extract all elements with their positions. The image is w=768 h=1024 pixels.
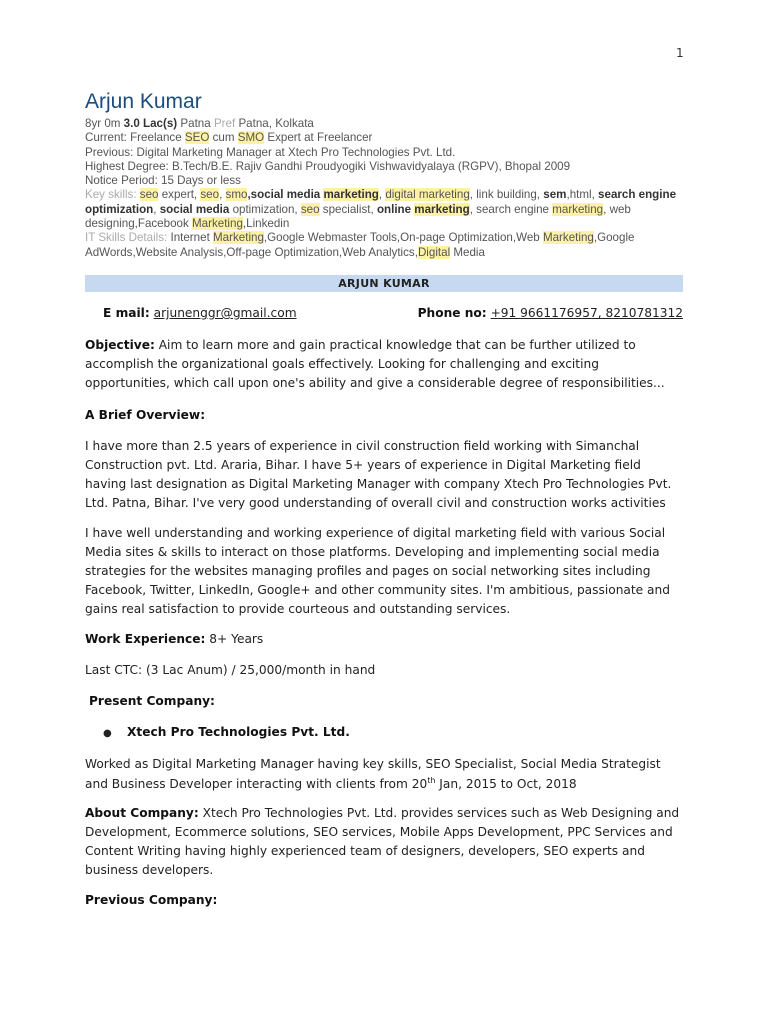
skill-text: specialist, — [319, 202, 377, 216]
work-experience-value: 8+ Years — [205, 631, 264, 646]
last-ctc: Last CTC: (3 Lac Anum) / 25,000/month in hand — [85, 662, 376, 677]
skill: marketing — [414, 202, 470, 216]
skill: search engine optimization — [85, 188, 677, 216]
candidate-name: Arjun Kumar — [85, 90, 202, 113]
objective — [85, 336, 683, 394]
skill-text: , — [219, 188, 226, 202]
phone-label: Phone no: — [417, 306, 487, 320]
skill-text: ,social media — [247, 188, 324, 202]
keyword-highlight: SMO — [237, 131, 265, 145]
current-text: cum — [209, 131, 238, 145]
skill: social media — [159, 202, 230, 216]
location: Patna — [180, 117, 211, 130]
overview-paragraph-1: I have more than 2.5 years of experience in civil construction field working with Simanchal Construction pvt. Ltd. Araria, Bihar. I have 5+ years of experience in Digital Marketing field having last designation as Digital Marketing Manager with company Xtech Pro Technologies Pvt. Ltd. Patna, Bihar. I've very good understanding of overall civil and construction works activities — [85, 438, 672, 511]
skill: online — [376, 202, 415, 216]
preferred-locations: Patna, Kolkata — [238, 117, 314, 130]
bullet-icon: ● — [103, 728, 112, 740]
skill: seo — [139, 188, 159, 202]
skill-text: , search engine — [469, 202, 553, 216]
ordinal-suffix: th — [427, 775, 436, 785]
highest-degree: Highest Degree: B.Tech/B.E. Rajiv Gandhi Proudyogiki Vishwavidyalaya (RGPV), Bhopal 2009 — [85, 159, 571, 173]
it-skills — [85, 231, 685, 260]
skill-text: ,Google AdWords,Website Analysis,Off-page Optimization,Web Analytics, — [85, 231, 635, 259]
skill-text: ,Google Webmaster Tools,On-page Optimization,Web — [263, 231, 543, 245]
skill: Marketing — [192, 217, 243, 231]
notice-period: Notice Period: 15 Days or less — [85, 174, 241, 188]
work-experience-label: Work Experience: — [85, 631, 206, 646]
skill: seo — [300, 202, 320, 216]
skill-text: , web designing,Facebook — [85, 202, 631, 231]
resume-header-bar: ARJUN KUMAR — [85, 275, 683, 292]
skill-text: , — [153, 202, 160, 216]
resume-body — [85, 336, 683, 910]
it-skills-label: IT Skills Details: — [85, 231, 168, 245]
current-text: Expert at Freelancer — [264, 131, 373, 145]
phone-block — [418, 306, 683, 320]
email-label: E mail: — [103, 306, 150, 320]
skill-text: ,Linkedin — [242, 217, 290, 231]
current-text: Current: Freelance — [85, 131, 185, 145]
keyword-highlight: SEO — [184, 131, 210, 145]
pref-label: Pref — [213, 117, 236, 130]
previous-role: Previous: Digital Marketing Manager at Xtech Pro Technologies Pvt. Ltd. — [85, 145, 456, 159]
skill: seo — [200, 188, 220, 202]
skill-text: optimization, — [229, 202, 301, 216]
skill: marketing — [323, 188, 379, 202]
skill-text: Media — [450, 245, 485, 259]
contact-line — [85, 306, 683, 324]
key-skills-label: Key skills: — [85, 188, 137, 202]
description-text: Worked as Digital Marketing Manager having key skills, SEO Specialist, Social Media Strategist and Business Developer interacting with clients from 20 — [85, 757, 661, 791]
skill-text: expert, — [158, 188, 201, 202]
skill: smo — [225, 188, 248, 202]
skill: digital marketing — [385, 188, 470, 202]
present-company-item — [103, 723, 683, 743]
profile-summary — [85, 90, 685, 260]
previous-company-heading: Previous Company: — [85, 892, 218, 907]
email-block — [103, 306, 297, 320]
skill-text: , link building, — [469, 188, 544, 202]
about-company-text: Xtech Pro Technologies Pvt. Ltd. provides services such as Web Designing and Development, Ecommerce solutions, SEO services, Mobile Apps Development, PPC Services and Content Writing having highly experienced team of designers, developers, SEO experts and business developers. — [85, 805, 680, 878]
objective-label: Objective: — [85, 338, 155, 352]
skill: Marketing — [542, 231, 594, 245]
objective-text: Aim to learn more and gain practical knowledge that can be further utilized to accomplish the organizational goals effectively. Looking for challenging and exciting opportunities, which call upon one's ability and give a considerable degree of responsibilities... — [85, 338, 665, 391]
email-link[interactable]: arjunenggr@gmail.com — [153, 306, 297, 320]
experience: 8yr 0m — [85, 117, 121, 130]
stats-line — [85, 117, 685, 131]
skill: sem — [543, 188, 567, 202]
present-company-name: Xtech Pro Technologies Pvt. Ltd. — [127, 725, 350, 740]
skill: Digital — [417, 245, 451, 259]
overview-paragraph-2: I have well understanding and working experience of digital marketing field with various Social Media sites & skills to interact on those platforms. Developing and implementing social media strategies for the websites managing profiles and pages on social networking sites including Facebook, Twitter, LinkedIn, Google+ and other community sites. I'm ambitious, passionate and gains real satisfaction to provide courteous and outstanding services. — [85, 525, 670, 617]
work-experience — [85, 630, 683, 649]
current-role — [85, 131, 685, 145]
salary: 3.0 Lac(s) — [123, 117, 178, 130]
key-skills — [85, 188, 685, 231]
present-company-heading: Present Company: — [89, 694, 215, 709]
phone-link[interactable]: +91 9661176957, 8210781312 — [490, 306, 683, 320]
skill-text: ,html, — [566, 188, 599, 202]
skill: Marketing — [213, 231, 264, 245]
description-text: Jan, 2015 to Oct, 2018 — [435, 776, 577, 791]
page-number: 1 — [676, 46, 684, 60]
about-company-label: About Company: — [85, 805, 199, 820]
skill-text: Internet — [167, 231, 214, 245]
overview-heading: A Brief Overview: — [85, 407, 206, 422]
skill: marketing — [552, 202, 604, 216]
about-company — [85, 804, 683, 881]
skill-text: , — [378, 188, 386, 202]
present-company-description — [85, 755, 683, 793]
